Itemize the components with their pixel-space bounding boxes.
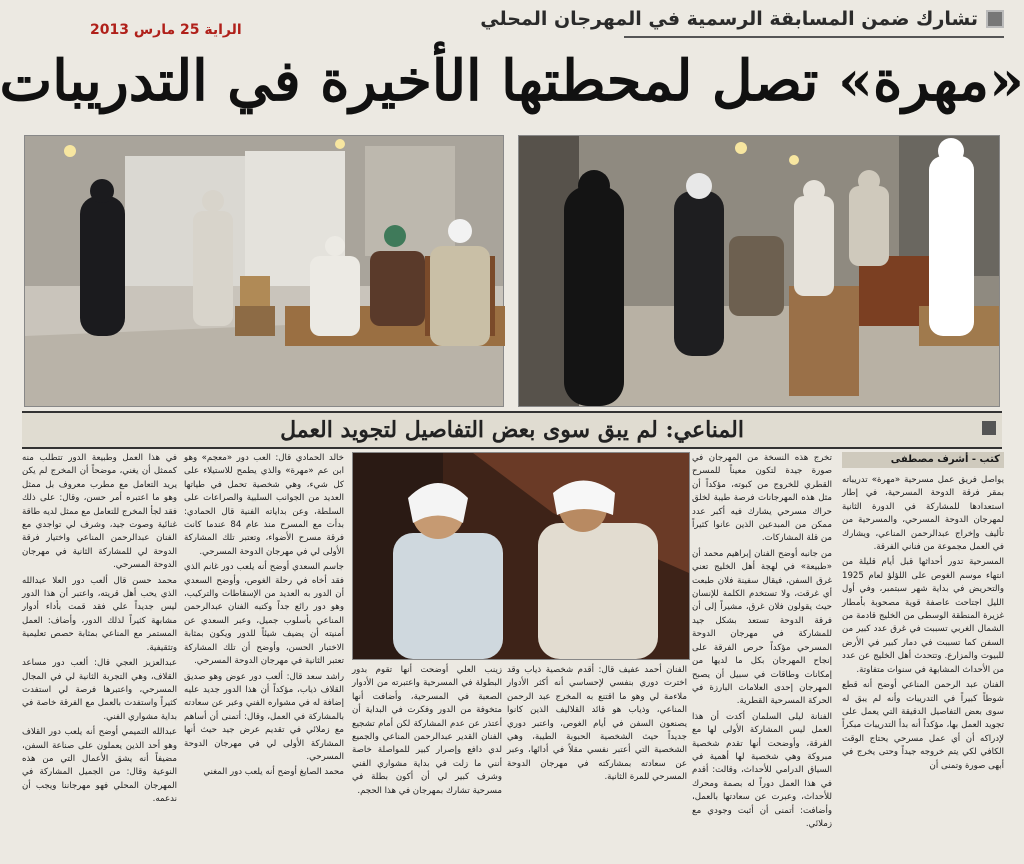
paragraph: الفنان عبد الرحمن المناعي أوضح أنه قطع شوطاً كبيراً في التدريبات وأنه لم يبق له سوى بعض التفاصيل الدقيقة التي يعمل على تجويد العمل بها، مؤكداً أنه بدأ التدريبات مبكراً لإدراكه أن أي عمل مسرحي يحتاج الوقت الكافي لكي يتم خروجه جيداً وحتى يخرج في أبهى صورة وتمنى أن xyxy=(842,680,1004,771)
headline: «مهرة» تصل لمحطتها الأخيرة في التدريبات xyxy=(0,48,1024,114)
kicker-rule xyxy=(624,36,1004,38)
article-column-1 xyxy=(842,474,1004,834)
paragraph: عبدالله التميمي أوضح أنه يلعب دور القلاف وهو أحد الذين يعملون على صناعة السفن، مضيفاً أنه يشق الأعمال التي من هذه النوعية وقال: من الجميل المشاركة في المهرجان المحلي فهو مهرجاننا ويجب أن ندعمه. xyxy=(22,727,177,805)
article-column-4 xyxy=(352,664,502,864)
paragraph: يواصل فريق عمل مسرحية «مهرة» تدريباته بمقر فرقة الدوحة المسرحية، في إطار استعدادها للمشاركة في الدورة الثانية لمهرجان الدوحة المسرحي، والمسرحية من تأليف وإخراج عبدالرحمن المناعي، ويشارك في العمل مجموعة من فناني الفرقة. xyxy=(842,475,1004,553)
paragraph: في هذا العمل وطبيعة الدور تتطلب منه كممثل أن يغني، موضحاً أن المخرج لم يكن يريد التعامل مع مطرب معروف بل ممثل وهو ما اعتبره أمر حسن، وقال: على ذلك فقد لجأ المخرج للتعامل مع ممثل لديه طاقة غنائية وصوت جيد، وشرف لي تواجدي مع الفنان عبدالرحمن المناعي واختيار فرقة الدوحة لي للمشاركة الثانية في مهرجان الدوحة المسرحي. xyxy=(22,453,177,571)
article-column-5 xyxy=(184,452,344,814)
square-bullet-icon xyxy=(986,10,1004,28)
photo-two-actors xyxy=(352,452,690,660)
article-column-6 xyxy=(22,452,177,814)
paragraph: المسرحية تدور أحداثها قبل أيام قليلة من انتهاء موسم الغوص على اللؤلؤ لعام 1925 والتحريض في بداية شهر سبتمبر، وفي أول الليل اجتاحت عاصفة قوية مصحوبة بأمطار غزيرة المنطقة الوسطى من الخليج قادمة من الشمال الغربي تسببت في غرق عدد كبير من السفن كما تسببت في دمار كبير في الأرض للبيوت والمزارع. وتتحدث أهل الخليج عن عدد من الأحداث المشابهة في سنوات متفاوتة. xyxy=(842,557,1004,675)
byline: كتب - أشرف مصطفى xyxy=(842,452,1004,468)
square-bullet-icon xyxy=(982,421,996,435)
article-column-3 xyxy=(507,664,687,864)
subheadline-bar xyxy=(22,411,1002,449)
paragraph: محمد حسن قال ألعب دور العلا عبدالله الذي يحب أهل قريته، واعتبر أن هذا الدور ليس جديداً علي فقد قمت بأداء أدوار مشابهة كثيراً لذلك الدور، وأضاف: العمل المستمر مع المناعي بمثابة حصص تعليمية وتثقيفية. xyxy=(22,575,177,653)
paragraph: راشد سعد قال: ألعب دور عوض وهو صديق القلاف ذياب، مؤكداً أن هذا الدور جديد عليه إضافة له في مشواره الفني وعبر عن سعادته بالمشاركة في العمل، وقال: أتمنى أن أساهم مع زملائي في تقديم عرض جيد حيث أنها المشاركة الأولى لي في مهرجان الدوحة المسرحي. xyxy=(184,671,344,762)
kicker xyxy=(480,6,1004,32)
photo-rehearsal-left xyxy=(24,135,504,407)
paragraph: تخرج هذه النسخة من المهرجان في صورة جيدة لتكون معيناً للمسرح القطري للخروج من كبوته، مؤكداً أن مثل هذه المهرجانات فرصة طيبة لخلق حراك مسرحي يشارك فيه أكبر عدد ممكن من المبدعين الذين عانوا كثيراً من قلة المشاركات. xyxy=(692,453,832,544)
paragraph: الفنانة ليلى السلمان أكدت أن هذا العمل ليس المشاركة الأولى لها مع الفرقة، وأوضحت أنها تقدم شخصية مبروكة وهي شخصية لها أهمية في السياق الدرامي للأحداث، وقالت: أقدم في هذا العمل دوراً له بصمة ومحرك للأحداث، وعبرت عن سعادتها بالعمل، وأضافت: أتمنى أن أثبت وجودي مع زملائي. xyxy=(692,711,832,829)
paragraph: زينب العلي أوضحت أنها تقوم بدور البطولة في المسرحية واعتبرته من الأدوار الصعبة في المسرحية، وأضافت أنها متخوفة من الدور وفكرت في البداية أن أعتذر عن عدم المشاركة لكن أمام تشجيع الفنان القدير عبدالرحمن المناعي والجميع لدي دافع وإصرار كبير للمواصلة خاصة أنني ما زلت في بداية مشواري الفني وشرف كبير لي أن أكون بطلة في مسرحية تشارك بمهرجان في هذا الحجم. xyxy=(352,665,502,796)
kicker-text: تشارك ضمن المسابقة الرسمية في المهرجان المحلي xyxy=(480,8,978,30)
paragraph: محمد الصايغ أوضح أنه يلعب دور المغني xyxy=(203,767,344,778)
paragraph: الفنان أحمد عفيف قال: أقدم شخصية ذياب وقد اخترت دوري بنفسي لإحساسي أنه أكثر الأدوار ملاءمة لي وهو ما اقتنع به المخرج عبد الرحمن المناعي، وذياب هو قائد القلاليف الذين كانوا يصنعون السفن في أيام الغوص، واعتبر دوري جديداً حيث الشخصية الحبوبة الطيبة، وهي الشخصية التي أعتبر نفسي مقلاً في أدائها، وعبر عن سعادته بمشاركته في مهرجان الدوحة المسرحي للمرة الثانية. xyxy=(507,665,687,783)
paragraph: خالد الحمادي قال: العب دور «معجم» وهو ابن عم «مهرة» والذي يطمح للاستيلاء على كل شيء، وهي شخصية تحمل في طياتها العديد من الجوانب السلبية والصراعات على السلطة، وعن بداياته الفنية قال الحمادي: بدأت مع المسرح منذ عام 84 عندما كانت فرقة مسرح الأضواء، وتعتبر تلك المشاركة الأولى لي في مهرجان الدوحة المسرحي. xyxy=(184,453,344,557)
paragraph: جاسم السعدي أوضح أنه يلعب دور غانم الذي فقد أخاه في رحلة الغوص، وأوضح السعدي أن الدور به العديد من الإسقاطات والتركيب، وهو دور رائع جداً وكتبه الفنان عبدالرحمن المناعي بأسلوب جميل، وعبر السعدي عن أمنيته أن يضيف شيئاً للدور ويكون بمثابة الاختبار الحسن، وأوضح أن تلك المشاركة تعتبر الثانية في مهرجان الدوحة المسرحي. xyxy=(184,562,344,667)
article-column-2 xyxy=(692,452,832,829)
dateline: الراية 25 مارس 2013 xyxy=(90,22,242,38)
photo-rehearsal-right xyxy=(518,135,1000,407)
paragraph: من جانبه أوضح الفنان إبراهيم محمد أن «طبيعة» في لهجة أهل الخليج تعني غرق السفن، فيقال سفينة فلان طبعت أي غرقت، ولا تستخدم الكلمة للإنسان حيث يقولون فلان غرق، مشيراً إلى أن فرقة الدوحة تستعد بشكل جيد للمشاركة في مهرجان الدوحة المسرحي مؤكداً حرص الفرقة على إنجاح المهرجان بكل ما لديها من إمكانات وطاقات في سبيل أن يصبح المهرجان إحدى العلامات البارزة في الحركة المسرحية القطرية. xyxy=(692,548,832,707)
subheadline: المناعي: لم يبق سوى بعض التفاصيل لتجويد العمل xyxy=(280,417,744,443)
paragraph: عبدالعزيز العجي قال: ألعب دور مساعد القلاف، وهي التجربة الثانية لي في المجال المسرحي، واعتبرها فرصة لي استفدت كثيراً واستفدت بالعمل مع الفرقة خاصة في بداية مشواري الفني. xyxy=(22,658,177,722)
